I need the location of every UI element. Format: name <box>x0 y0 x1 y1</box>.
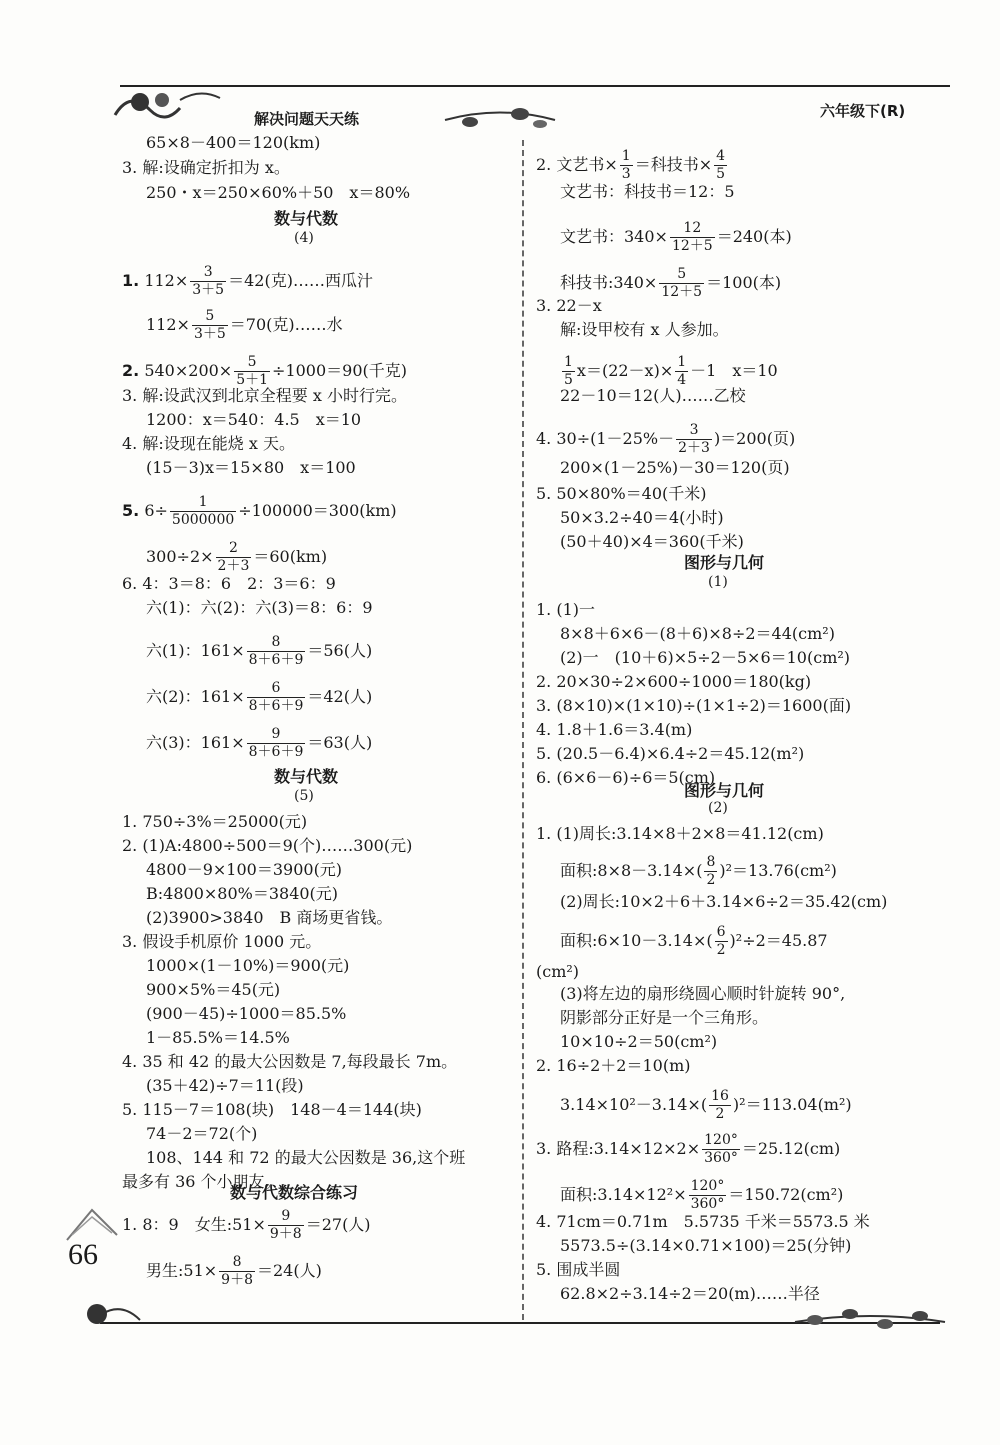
answer-line: 1200：x＝540：4.5 x＝10 <box>146 410 362 429</box>
answer-line: (3)将左边的扇形绕圆心顺时针旋转 90°, <box>560 984 846 1003</box>
section-heading: 数与代数综合练习 <box>230 1183 359 1202</box>
answer-line: 900×5%＝45(元) <box>146 980 281 999</box>
answer-line: 250・x＝250×60%＋50 x＝80% <box>146 183 411 202</box>
answer-line: (15－3)x＝15×80 x＝100 <box>146 458 356 477</box>
answer-line: 1000×(1－10%)＝900(元) <box>146 956 350 975</box>
answer-line: 5. 115－7＝108(块) 148－4＝144(块) <box>122 1100 422 1119</box>
header-grade: 六年级下(R) <box>820 102 906 120</box>
answer-line: 4800－9×100＝3900(元) <box>146 860 343 879</box>
section-heading: 图形与几何 <box>684 781 765 800</box>
answer-line: 科技书:340× $\frac{5}{12+5}$ ＝100(本) <box>560 266 782 300</box>
answer-line: 4. 71cm＝0.71m 5.5735 千米＝5573.5 米 <box>536 1212 870 1231</box>
footer-vine-icon <box>790 1300 950 1340</box>
answer-line: 六(3)：161× $\frac{9}{8+6+9}$ ＝63(人) <box>146 726 373 760</box>
answer-line: 2. 16÷2＋2＝10(m) <box>536 1056 691 1075</box>
answer-line: 4. 解:设现在能烧 x 天。 <box>122 434 295 453</box>
answer-line: 4. 30÷(1－25%－ $\frac{3}{2+3}$ )＝200(页) <box>536 422 796 456</box>
answer-line: 男生:51× $\frac{8}{9+8}$ ＝24(人) <box>146 1254 322 1288</box>
section-subheading: (2) <box>708 800 728 816</box>
answer-line: 1. 8：9 女生:51× $\frac{9}{9+8}$ ＝27(人) <box>122 1208 371 1242</box>
answer-line: 5. 围成半圆 <box>536 1260 621 1279</box>
answer-line: 4. 1.8＋1.6＝3.4(m) <box>536 720 693 739</box>
answer-line: (50＋40)×4＝360(千米) <box>560 532 744 551</box>
answer-line: 面积:6×10－3.14×( $\frac{6}{2}$ )²÷2＝45.87 <box>560 924 828 958</box>
answer-line: 8×8＋6×6－(8＋6)×8÷2＝44(cm²) <box>560 624 835 643</box>
answer-line: 5. (20.5－6.4)×6.4÷2＝45.12(m²) <box>536 744 805 763</box>
answer-line: 六(2)：161× $\frac{6}{8+6+9}$ ＝42(人) <box>146 680 373 714</box>
answer-line: 200×(1－25%)－30＝120(页) <box>560 458 790 477</box>
answer-line: 65×8－400＝120(km) <box>146 133 321 152</box>
answer-line: 最多有 36 个小朋友。 <box>122 1172 281 1191</box>
answer-line: (cm²) <box>536 962 580 981</box>
footer-leaf-icon <box>82 1292 142 1332</box>
answer-line: 1－85.5%＝14.5% <box>146 1028 290 1047</box>
answer-line: 3. 解:设确定折扣为 x。 <box>122 158 290 177</box>
answer-line: (2)周长:10×2＋6＋3.14×6÷2＝35.42(cm) <box>560 892 888 911</box>
answer-line: 六(1)：161× $\frac{8}{8+6+9}$ ＝56(人) <box>146 634 373 668</box>
header-title: 解决问题天天练 <box>254 110 360 128</box>
answer-line: 62.8×2÷3.14÷2＝20(m)……半径 <box>560 1284 820 1303</box>
answer-line: (35＋42)÷7＝11(段) <box>146 1076 304 1095</box>
section-heading: 数与代数 <box>274 767 339 786</box>
leaf-ornament-icon <box>440 100 560 140</box>
answer-line: 阴影部分正好是一个三角形。 <box>560 1008 769 1027</box>
answer-line: 50×3.2÷40＝4(小时) <box>560 508 724 527</box>
answer-line: 4. 35 和 42 的最大公因数是 7,每段最长 7m。 <box>122 1052 458 1071</box>
answer-line: 74－2＝72(个) <box>146 1124 258 1143</box>
answer-line: 10×10÷2＝50(cm²) <box>560 1032 718 1051</box>
answer-line: 1. 112× $\frac{3}{3+5}$ ＝42(克)……西瓜汁 <box>122 264 373 298</box>
answer-line: 面积:3.14×12²× $\frac{120^\circ}{360^\circ}$ ＝150.72(cm²) <box>560 1178 844 1212</box>
answer-line: 3. 假设手机原价 1000 元。 <box>122 932 322 951</box>
answer-line: 3. (8×10)×(1×10)÷(1×1÷2)＝1600(面) <box>536 696 852 715</box>
answer-line: 1. (1)一 <box>536 600 596 619</box>
answer-line: 22－10＝12(人)……乙校 <box>560 386 746 405</box>
answer-line: 3.14×10²－3.14×( $\frac{16}{2}$ )²＝113.04(m²) <box>560 1088 852 1122</box>
answer-line: 3. 解:设武汉到北京全程要 x 小时行完。 <box>122 386 407 405</box>
answer-line: 1. (1)周长:3.14×8＋2×8＝41.12(cm) <box>536 824 824 843</box>
page-number: 66 <box>68 1238 98 1271</box>
answer-line: 1. 750÷3%＝25000(元) <box>122 812 308 831</box>
answer-line: 3. 22－x <box>536 296 602 315</box>
answer-line: (900－45)÷1000＝85.5% <box>146 1004 347 1023</box>
answer-line: 6. 4：3＝8：6 2：3＝6：9 <box>122 574 336 593</box>
answer-line: 6. (6×6－6)÷6＝5(cm) <box>536 768 716 787</box>
answer-line: 文艺书：340× $\frac{12}{12+5}$ ＝240(本) <box>560 220 792 254</box>
answer-line: $\frac{1}{5}$ x＝(22－x)× $\frac{1}{4}$ －1 x＝10 <box>564 354 778 388</box>
answer-line: 3. 路程:3.14×12×2× $\frac{120^\circ}{360^\circ}$ ＝25.12(cm) <box>536 1132 841 1166</box>
answer-line: 面积:8×8－3.14×( $\frac{8}{2}$ )²＝13.76(cm²) <box>560 854 837 888</box>
section-subheading: (4) <box>294 230 314 246</box>
section-subheading: (1) <box>708 574 728 590</box>
answer-line: 2. 20×30÷2×600÷1000＝180(kg) <box>536 672 812 691</box>
answer-line: 108、144 和 72 的最大公因数是 36,这个班 <box>146 1148 466 1167</box>
section-heading: 数与代数 <box>274 209 339 228</box>
answer-line: 2. (1)A:4800÷500＝9(个)……300(元) <box>122 836 413 855</box>
answer-line: B:4800×80%＝3840(元) <box>146 884 339 903</box>
answer-line: 5. 50×80%＝40(千米) <box>536 484 707 503</box>
answer-line: 2. 540×200× $\frac{5}{5+1}$ ÷1000＝90(千克) <box>122 354 408 388</box>
answer-line: 5573.5÷(3.14×0.71×100)＝25(分钟) <box>560 1236 852 1255</box>
answer-line: 文艺书：科技书＝12：5 <box>560 182 735 201</box>
section-subheading: (5) <box>294 788 314 804</box>
answer-line: 300÷2× $\frac{2}{2+3}$ ＝60(km) <box>146 540 328 574</box>
answer-line: 5. 6÷ $\frac{1}{5000000}$ ÷100000＝300(km) <box>122 494 397 528</box>
answer-line: 六(1)：六(2)：六(3)＝8：6：9 <box>146 598 373 617</box>
section-heading: 图形与几何 <box>684 553 765 572</box>
answer-line: 解:设甲校有 x 人参加。 <box>560 320 729 339</box>
column-divider <box>522 140 524 1320</box>
header-rule <box>120 85 950 87</box>
answer-line: 112× $\frac{5}{3+5}$ ＝70(克)……水 <box>146 308 343 342</box>
answer-line: 2. 文艺书× $\frac{1}{3}$ ＝科技书× $\frac{4}{5}$ <box>536 148 726 182</box>
answer-line: (2)3900>3840 B 商场更省钱。 <box>146 908 393 927</box>
answer-line: (2)一 (10＋6)×5÷2－5×6＝10(cm²) <box>560 648 851 667</box>
header-decoration <box>110 70 270 130</box>
